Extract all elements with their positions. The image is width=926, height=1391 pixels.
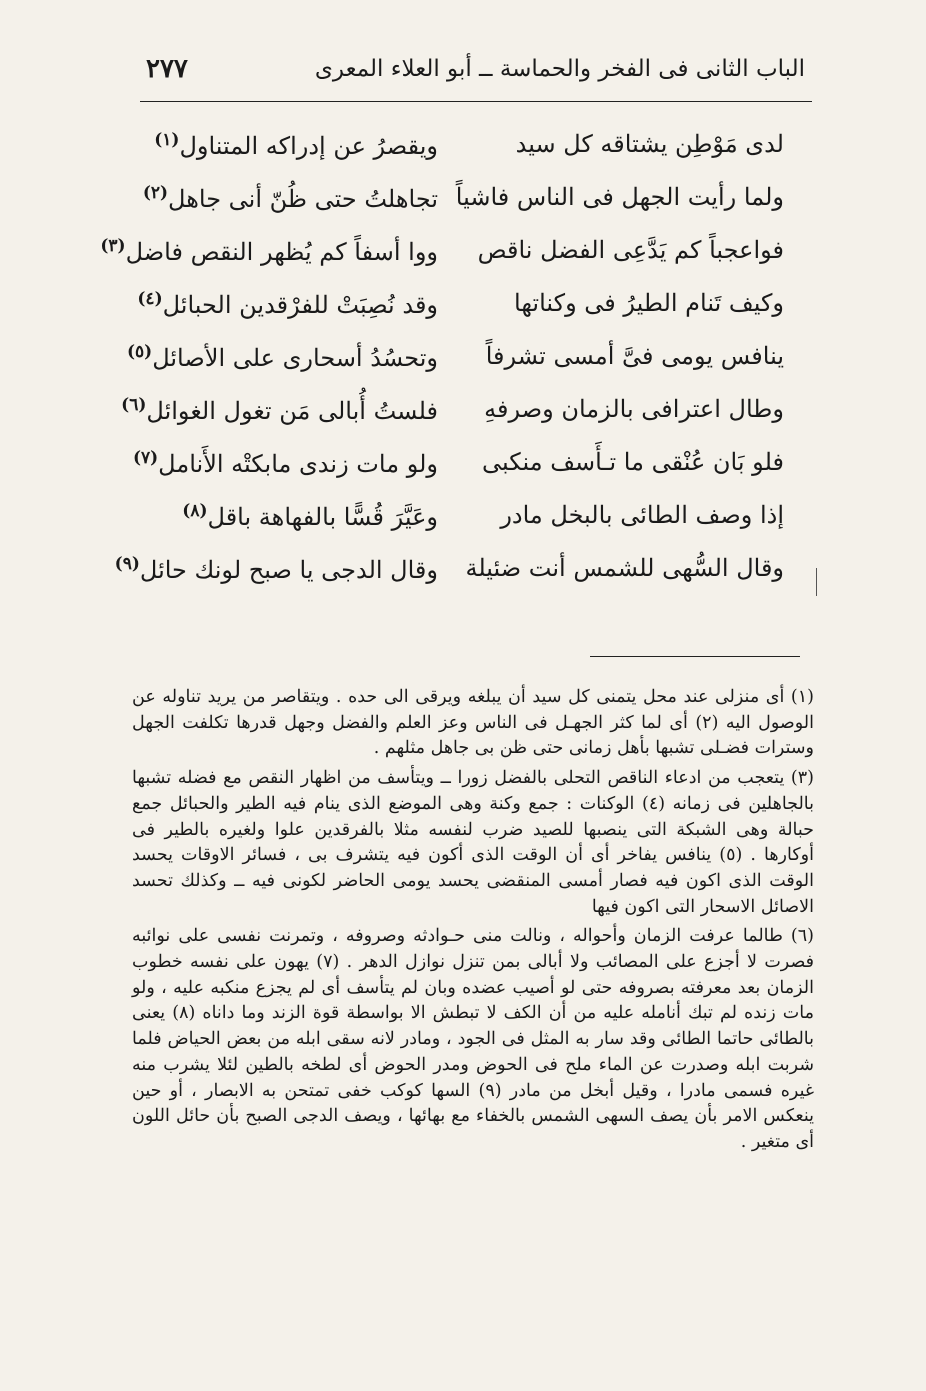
verse-second-hemistich: ولو مات زندى مابكتْه الأَنامل$^{(٧)}$ [132,448,438,478]
footnote-marker: (٨) [182,501,208,521]
verse-first-hemistich: إذا وصف الطائى بالبخل مادر [500,501,784,529]
verse-first-hemistich: ولما رأيت الجهل فى الناس فاشياً [455,183,784,211]
footnote-paragraph: (٦) طالما عرفت الزمان وأحواله ، ونالت منى حـوادثه وصروفه ، وتمرنت نفسى على نوائبه فصرت لا أجزع على المصائب ولا أبالى بمن تنزل نوازل الدهر . (٧) يهون على نفسه خطوب الزمان بعد معرفته بصروفه حتى لو أصيب عضده وبان لم يتأسف أى لم يجزع منكبه عليه ، ولو مات زنده لم تبك أنامله عليه من أن الكف لا تبطش الا بواسطة قوة الزند وما داناه (٨) يعنى بالطائى حاتما الطائى وقد سار به المثل فى الجود ، ومادر لانه سقى ابله من بعض الحياض فلما شربت ابله وصدرت عن الماء ملح فى الحوض ومدر الحوض أى لطخه بالطين لئلا يشرب منه غيره فسمى مادرا ، وقيل أبخل من مادر (٩) السها كوكب خفى تمتحن به الابصار ، أو حين ينعكس الامر بأن يصف السهى الشمس بالخفاء مع بهائها ، ويصف الدجى الصبح بأن حائل اللون أى متغير . [132,926,815,1152]
running-header [140,52,805,96]
verse-second-hemistich: ويقصرُ عن إدراكه المتناول$^{(١)}$ [154,130,438,160]
verse-first-hemistich: وطال اعترافى بالزمان وصرفهِ [484,395,784,423]
verse-line [0,130,926,182]
verse-line [0,448,926,500]
footnote-paragraph: (٣) يتعجب من ادعاء الناقص التحلى بالفضل زورا ــ ويتأسف من اظهار النقص مع فضله تشبها بالجاهلين فى زمانه (٤) الوكنات : جمع وكنة وهى الموضع الذى ينام فيه الطير والحبائل جمع حبالة وهى الشبكة التى ينصبها للصيد ضرب لنفسه مثلا بالفرقدين علوا ولغيره بالطير فى أوكارها . (٥) ينافس يفاخر أى أن الوقت الذى أكون فيه يتشرف بى ، فسائر الاوقات يحسد الوقت الذى اكون فيه فصار أمسى المنقضى يحسد يومى الحاضر لكونى فيه ــ وكذلك تحسد الاصائل الاسحار التى اكون فيها [132,768,814,917]
footnote-marker: (٩) [114,554,140,574]
verse-first-hemistich: وكيف تَنام الطيرُ فى وكناتها [514,289,784,317]
verse-first-hemistich: فواعجباً كم يَدَّعِى الفضل ناقص [477,236,784,264]
footnote-divider [590,656,800,657]
verse-first-hemistich: لدى مَوْطِن يشتاقه كل سيد [515,130,784,158]
verse-second-hemistich: ووا أسفاً كم يُظهر النقص فاضل$^{(٣)}$ [100,236,438,266]
page-number: ٢٧٧ [146,54,188,84]
verse-second-hemistich: وقد نُصِبَتْ للفرْقدين الحبائل$^{(٤)}$ [137,289,438,319]
verse-second-hemistich: وتحسُدُ أسحارى على الأصائل$^{(٥)}$ [126,342,438,372]
verse-line [0,236,926,288]
chapter-title: الباب الثانى فى الفخر والحماسة ــ أبو العلاء المعرى [314,56,805,82]
verse-second-hemistich: وقال الدجى يا صبح لونك حائل$^{(٩)}$ [114,554,438,584]
verse-second-hemistich: وعَيَّرَ قُسًّا بالفهاهة باقل$^{(٨)}$ [182,501,438,531]
footnote-marker: (٧) [132,448,159,468]
verse-line [0,554,926,606]
verse-first-hemistich: ينافس يومى فىَّ أمسى تشرفاً [485,342,784,370]
verse-line [0,289,926,341]
verse-line [0,342,926,394]
footnotes [132,685,814,1160]
header-divider [140,101,812,102]
verse-line [0,395,926,447]
margin-mark [816,568,817,596]
footnote-marker: (٤) [137,289,163,309]
verse-line [0,501,926,553]
footnote-marker: (٢) [142,183,169,203]
verse-line [0,183,926,235]
verse-second-hemistich: تجاهلتُ حتى ظُنّ أنى جاهل$^{(٢)}$ [142,183,438,213]
verse-first-hemistich: وقال السُّهى للشمس أنت ضئيلة [465,554,784,582]
footnote-marker: (٥) [126,342,153,362]
footnote-paragraph: (١) أى منزلى عند محل يتمنى كل سيد أن يبلغه ويرقى الى حده . ويتقاصر من يريد تناوله عن الوصول اليه (٢) أى لما كثر الجهـل فى الناس وعز العلم والفضل وجهل قدرها تكلفت الجهل وسترات فضـلى تشبها بأهل زمانى حتى ظن بى جاهل مثلهم . [132,687,815,759]
verse-first-hemistich: فلو بَان عُنْقى ما تـأَسف منكبى [481,448,784,476]
footnote-marker: (١) [154,130,180,150]
footnote-marker: (٦) [121,395,147,415]
verse-second-hemistich: فلستُ أُبالى مَن تغول الغوائل$^{(٦)}$ [121,395,438,425]
footnote-marker: (٣) [100,236,126,256]
